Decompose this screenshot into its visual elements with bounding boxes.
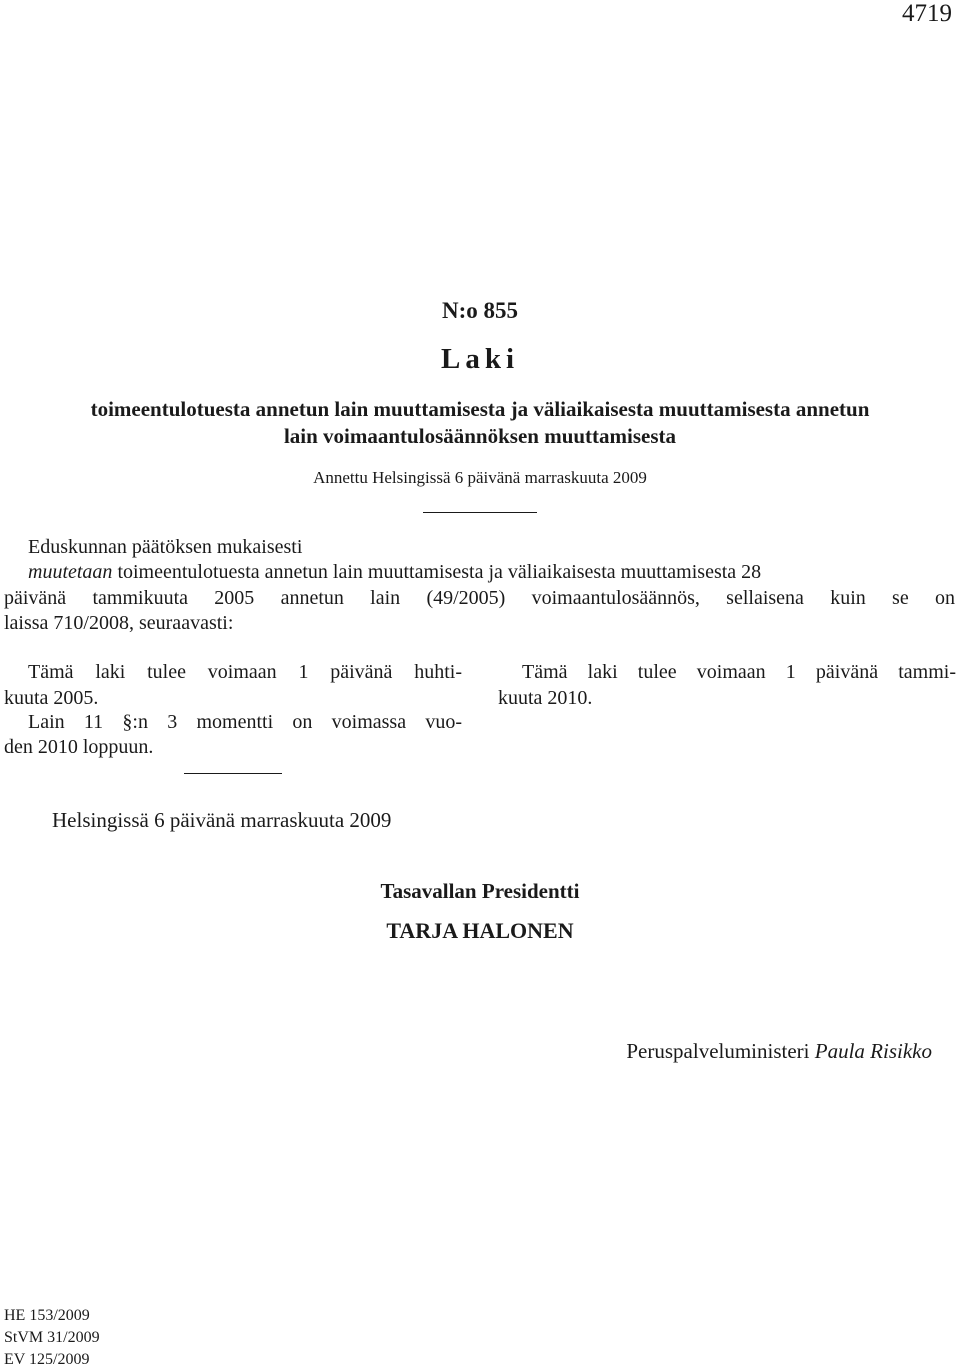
signature-title: Tasavallan Presidentti: [380, 879, 580, 903]
signature-place-date: Helsingissä 6 päivänä marraskuuta 2009: [52, 808, 392, 832]
minister-signature: [626, 1039, 932, 1064]
right-column-line-2: kuuta 2010.: [498, 687, 593, 709]
title-divider: [423, 512, 537, 513]
page-number: 4719: [902, 0, 952, 27]
preamble-line-2: päivänä tammikuuta 2005 annetun lain (49/2005) voimaantulosäännös, sellaisena kuin se on: [4, 587, 955, 609]
left-column-line-4: den 2010 loppuun.: [4, 736, 154, 758]
preamble-line-1-rest: toimeentulotuesta annetun lain muuttamisesta ja väliaikaisesta muuttamisesta 28: [112, 561, 762, 583]
left-column-line-1: Tämä laki tulee voimaan 1 päivänä huhti-: [28, 661, 462, 683]
statute-subtitle-line-1: toimeentulotuesta annetun lain muuttamisesta ja väliaikaisesta muuttamisesta annetun: [90, 397, 870, 421]
right-column-line-1: Tämä laki tulee voimaan 1 päivänä tammi-: [522, 661, 956, 683]
statute-heading: Laki: [440, 343, 520, 375]
signature-name: TARJA HALONEN: [386, 918, 574, 943]
column-divider: [184, 773, 282, 774]
statute-subtitle-line-2: lain voimaantulosäännöksen muuttamisesta: [283, 424, 677, 448]
statute-number: N:o 855: [441, 298, 519, 323]
preamble-line-3: laissa 710/2008, seuraavasti:: [4, 612, 234, 634]
given-date: Annettu Helsingissä 6 päivänä marraskuuta 2009: [313, 468, 647, 487]
reference-ev: EV 125/2009: [4, 1351, 90, 1368]
reference-he: HE 153/2009: [4, 1307, 90, 1324]
left-column-line-2: kuuta 2005.: [4, 687, 99, 709]
left-column-line-3: Lain 11 §:n 3 momentti on voimassa vuo-: [28, 711, 462, 733]
reference-stvm: StVM 31/2009: [4, 1329, 100, 1346]
preamble-line-1: [28, 561, 761, 584]
minister-name: Paula Risikko: [814, 1039, 932, 1063]
preamble-intro: Eduskunnan päätöksen mukaisesti: [28, 536, 303, 558]
minister-title: Peruspalveluministeri: [626, 1039, 815, 1063]
preamble-verb: muutetaan: [28, 561, 113, 583]
